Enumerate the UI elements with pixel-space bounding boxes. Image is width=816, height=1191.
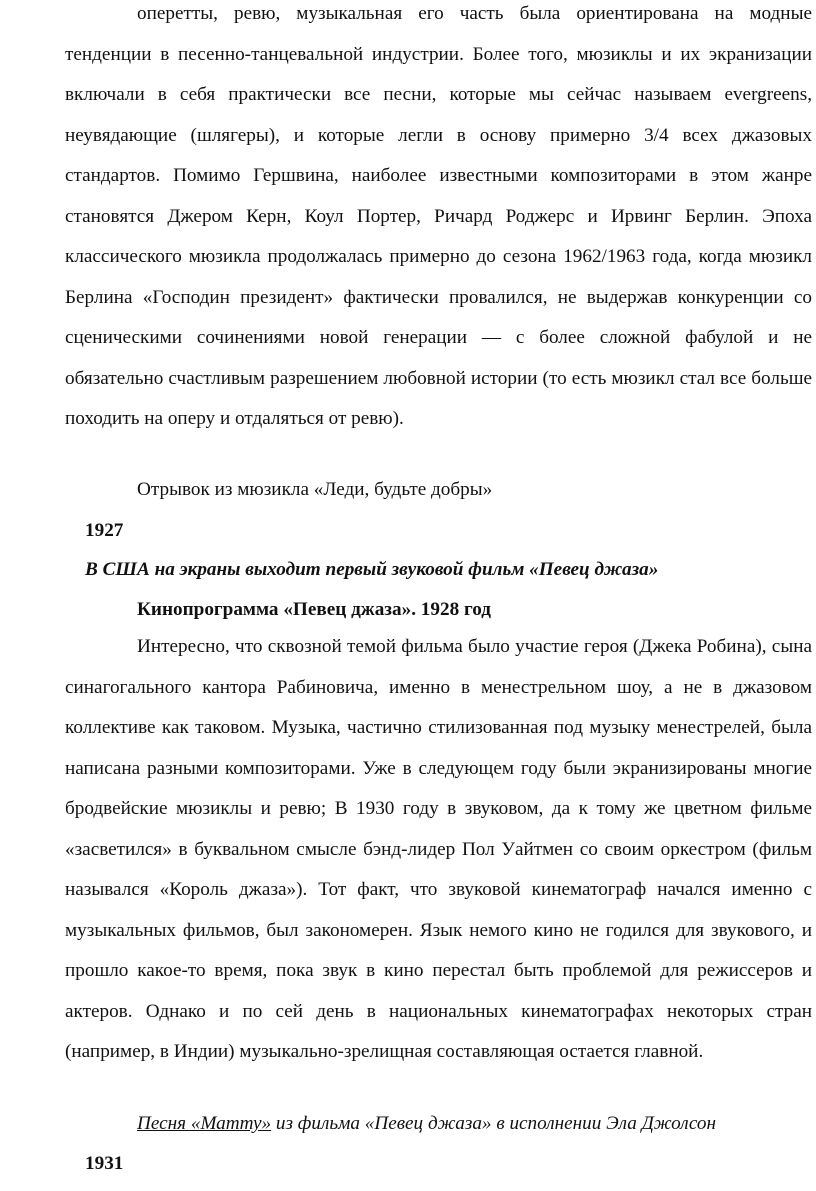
song-caption	[137, 1104, 716, 1144]
program-title: Кинопрограмма «Певец джаза». 1928 год	[137, 599, 491, 620]
song-caption-text: из фильма «Певец джаза» в исполнении Эла Джолсон	[271, 1113, 717, 1134]
event-heading: В США на экраны выходит первый звуковой фильм «Певец джаза»	[85, 559, 659, 580]
body-paragraph: оперетты, ревю, музыкальная его часть была ориентирована на модные тенденции в песенно-танцевальной индустрии. Более того, мюзиклы и их экранизации включали в себя практически все песни, которые мы сейчас называем evergreens, неувядающие (шлягеры), и которые легли в основу примерно 3/4 всех джазовых стандартов. Помимо Гершвина, наиболее известными композиторами в этом жанре становятся Джером Керн, Коул Портер, Ричард Роджерс и Ирвинг Берлин. Эпоха классического мюзикла продолжалась примерно до сезона 1962/1963 года, когда мюзикл Берлина «Господин президент» фактически провалился, не выдержав конкуренции со сценическими сочинениями новой генерации — с более сложной фабулой и не обязательно счастливым разрешением любовной истории (то есть мюзикл стал все больше походить на оперу и отдаляться от ревю).	[65, 3, 812, 429]
year-heading: 1931	[85, 1153, 124, 1174]
song-link[interactable]: Песня «Матту»	[137, 1113, 272, 1134]
media-caption: Отрывок из мюзикла «Леди, будьте добры»	[137, 479, 493, 500]
body-paragraph: Интересно, что сквозной темой фильма было участие героя (Джека Робина), сына синагогального кантора Рабиновича, именно в менестрельном шоу, а не в джазовом коллективе как таковом. Музыка, частично стилизованная под музыку менестрелей, была написана разными композиторами. Уже в следующем году были экранизированы многие бродвейские мюзиклы и ревю; В 1930 году в звуковом, да к тому же цветном фильме «засветился» в буквальном смысле бэнд-лидер Пол Уайтмен со своим оркестром (фильм назывался «Король джаза»). Тот факт, что звуковой кинематограф начался именно с музыкальных фильмов, был закономерен. Язык немого кино не годился для звукового, и прошло какое-то время, пока звук в кино перестал быть проблемой для режиссеров и актеров. Однако и по сей день в национальных кинематографах некоторых стран (например, в Индии) музыкально-зрелищная составляющая остается главной.	[65, 636, 812, 1062]
year-heading: 1927	[85, 520, 124, 541]
